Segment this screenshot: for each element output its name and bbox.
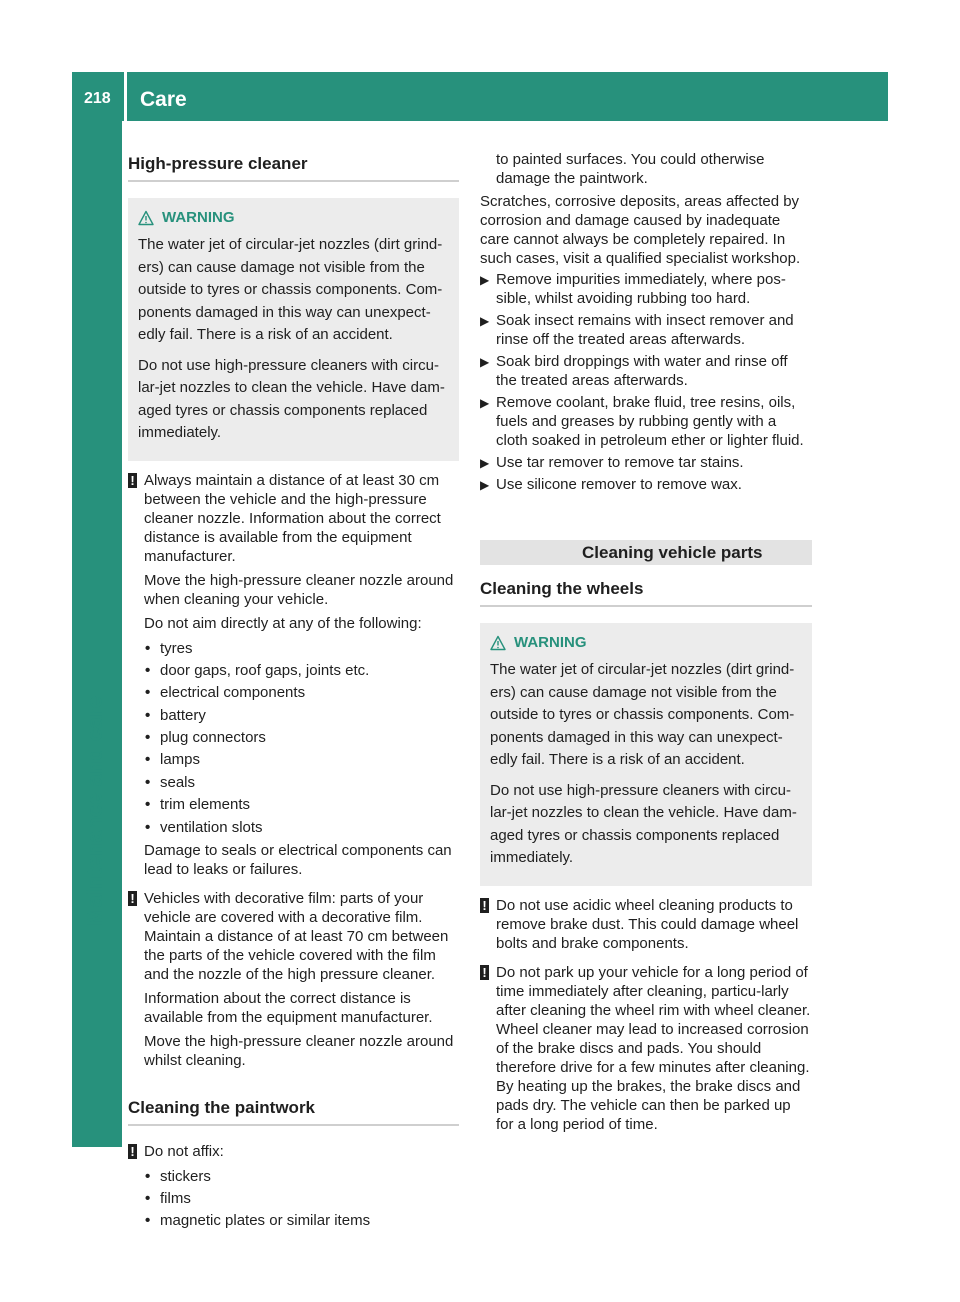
warning-box xyxy=(128,198,459,461)
bullet-list xyxy=(144,1167,459,1231)
exclamation-icon: ! xyxy=(480,965,489,980)
list-item: • stickers xyxy=(144,1167,459,1186)
note-text: Do not affix: xyxy=(144,1142,224,1160)
warning-title xyxy=(138,208,449,227)
heading-cleaning-paintwork: Cleaning the paintwork xyxy=(128,1098,459,1126)
exclamation-icon: ! xyxy=(480,898,489,913)
warning-triangle-icon xyxy=(138,210,154,226)
header-divider xyxy=(124,72,127,121)
right-column xyxy=(480,150,812,1144)
list-item: • magnetic plates or similar items xyxy=(144,1211,459,1230)
instruction-step xyxy=(480,270,812,308)
arrow-right-icon: ▶ xyxy=(480,396,490,410)
page-number: 218 xyxy=(84,90,111,107)
step-text: Use silicone remover to remove wax. xyxy=(496,476,742,493)
body-text: Scratches, corrosive deposits, areas affected by corrosion and damage caused by inadequate care cannot always be completely repaired. In such cases, visit a qualified specialist workshop. xyxy=(480,193,801,267)
instruction-step xyxy=(480,352,812,390)
note-text: Always maintain a distance of at least 30 cm between the vehicle and the high-pressure cleaner nozzle. Information about the correct distance is available from the equipment manufacturer. xyxy=(144,471,441,565)
arrow-right-icon: ▶ xyxy=(480,456,490,470)
note-block xyxy=(480,896,812,953)
exclamation-icon: ! xyxy=(128,891,137,906)
note-block xyxy=(128,889,459,1070)
arrow-right-icon: ▶ xyxy=(480,273,490,287)
warning-label: WARNING xyxy=(162,209,235,226)
note-text: Damage to seals or electrical components can lead to leaks or failures. xyxy=(144,841,452,878)
list-item: • films xyxy=(144,1189,459,1208)
note-text: Vehicles with decorative film: parts of your vehicle are covered with a decorative film. Maintain a distance of at least 70 cm between the parts of the vehicle covered with the film and the nozzle of the high pressure cleaner. xyxy=(144,889,449,983)
note-text: Move the high-pressure cleaner nozzle around whilst cleaning. xyxy=(144,1032,454,1069)
warning-title xyxy=(490,633,802,652)
arrow-right-icon: ▶ xyxy=(480,314,490,328)
warning-box xyxy=(480,623,812,886)
instruction-list xyxy=(480,270,812,494)
note-text: Information about the correct distance is available from the equipment manufacturer. xyxy=(144,989,433,1026)
section-side-label: Maintenance and care xyxy=(82,696,107,926)
note-block xyxy=(128,471,459,879)
note-text: Do not park up your vehicle for a long period of time immediately after cleaning, particu-larly after cleaning the wheel rim with wheel cleaner. Wheel cleaner may lead to increased corrosion of the brake discs and pads. You should therefore drive for a few minutes after cleaning. By heating up the brakes, the brake discs and pads dry. The vehicle can then be parked up for a long period of time. xyxy=(496,963,811,1133)
note-text: Move the high-pressure cleaner nozzle around when cleaning your vehicle. xyxy=(144,571,454,608)
warning-text: The water jet of circular-jet nozzles (dirt grind-ers) can cause damage not visible from the outside to tyres or chassis components. Com-ponents damaged in this way can unexpect-edly fail. There is a risk of an accident. xyxy=(490,661,795,768)
list-item: • electrical components xyxy=(144,683,459,702)
list-item: • seals xyxy=(144,773,459,792)
arrow-right-icon: ▶ xyxy=(480,355,490,369)
list-item: • tyres xyxy=(144,639,459,658)
arrow-right-icon: ▶ xyxy=(480,478,490,492)
instruction-step xyxy=(480,475,812,494)
step-text: Soak insect remains with insect remover and rinse off the treated areas afterwards. xyxy=(496,312,794,348)
instruction-step xyxy=(480,393,812,450)
note-text: Do not aim directly at any of the following: xyxy=(144,614,422,632)
step-text: Remove impurities immediately, where pos-sible, whilst avoiding rubbing too hard. xyxy=(496,271,786,307)
list-item: • plug connectors xyxy=(144,728,459,747)
list-item: • lamps xyxy=(144,750,459,769)
note-text: Do not use acidic wheel cleaning products to remove brake dust. This could damage wheel bolts and brake components. xyxy=(496,896,799,952)
bullet-list xyxy=(144,639,459,837)
section-band-vehicle-parts: Cleaning vehicle parts xyxy=(480,540,812,565)
chapter-title: Care xyxy=(140,88,187,111)
exclamation-icon: ! xyxy=(128,1144,137,1159)
list-item: • door gaps, roof gaps, joints etc. xyxy=(144,661,459,680)
header-bar xyxy=(72,72,888,121)
instruction-step xyxy=(480,311,812,349)
heading-cleaning-wheels: Cleaning the wheels xyxy=(480,579,812,607)
warning-text: Do not use high-pressure cleaners with circu-lar-jet nozzles to clean the vehicle. Have dam-aged tyres or chassis components replaced immediately. xyxy=(138,356,445,441)
note-block xyxy=(128,1142,459,1231)
warning-triangle-icon xyxy=(490,635,506,651)
list-item: • trim elements xyxy=(144,795,459,814)
step-text: Use tar remover to remove tar stains. xyxy=(496,454,744,471)
warning-label: WARNING xyxy=(514,634,587,651)
list-item: • ventilation slots xyxy=(144,818,459,837)
exclamation-icon: ! xyxy=(128,473,137,488)
warning-text: Do not use high-pressure cleaners with circu-lar-jet nozzles to clean the vehicle. Have dam-aged tyres or chassis components replaced immediately. xyxy=(490,781,797,866)
instruction-step xyxy=(480,453,812,472)
heading-high-pressure-cleaner: High-pressure cleaner xyxy=(128,154,459,182)
step-text: Remove coolant, brake fluid, tree resins, oils, fuels and greases by rubbing gently with a cloth soaked in petroleum ether or lighter fluid. xyxy=(496,394,804,449)
left-column xyxy=(128,150,459,1240)
body-text: to painted surfaces. You could otherwise damage the paintwork. xyxy=(496,151,765,187)
list-item: • battery xyxy=(144,706,459,725)
step-text: Soak bird droppings with water and rinse off the treated areas afterwards. xyxy=(496,353,788,389)
warning-text: The water jet of circular-jet nozzles (dirt grind-ers) can cause damage not visible from the outside to tyres or chassis components. Com-ponents damaged in this way can unexpect-edly fail. There is a risk of an accident. xyxy=(138,236,443,343)
note-block xyxy=(480,963,812,1134)
side-tab xyxy=(72,121,122,1147)
